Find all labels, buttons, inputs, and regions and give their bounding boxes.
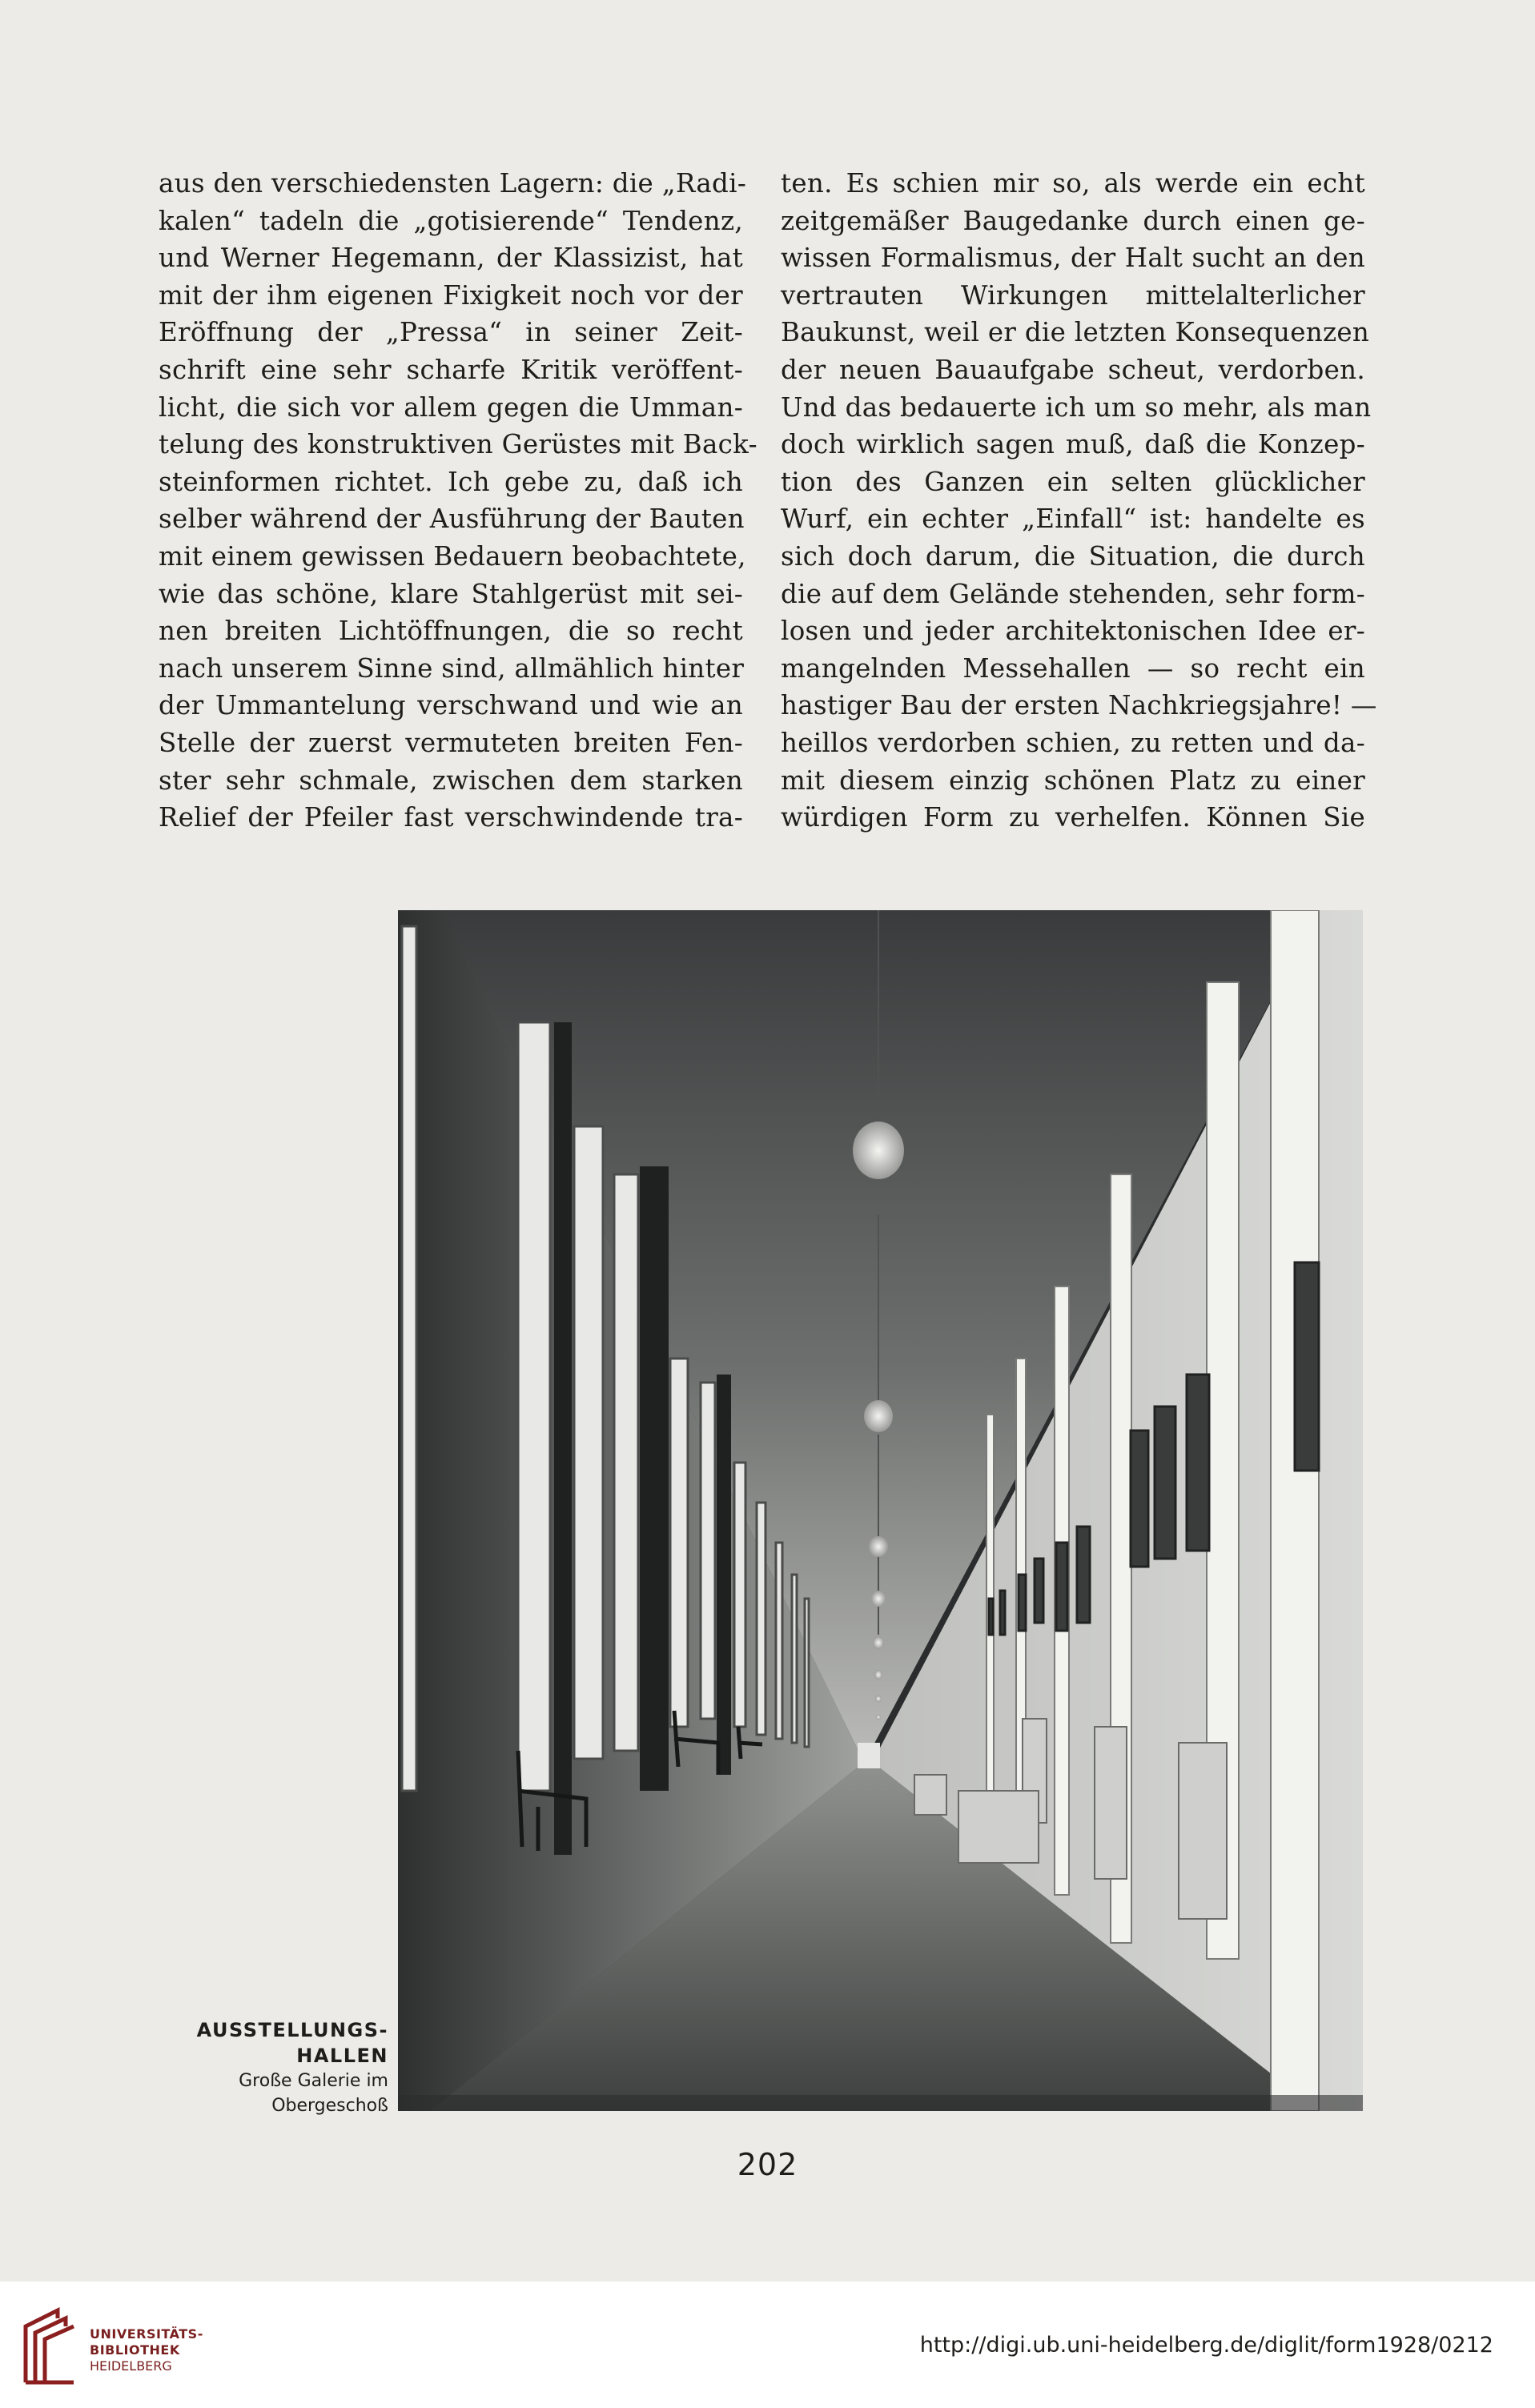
text-line: Stelle der zuerst vermuteten breiten Fen- (159, 727, 743, 758)
text-line: mit diesem einzig schönen Platz zu einer (781, 765, 1365, 796)
text-line: Relief der Pfeiler fast verschwindende tra- (159, 802, 743, 833)
text-line: mangelnden Messehallen — so recht ein (781, 652, 1365, 684)
text-line: wie das schöne, klare Stahlgerüst mit sei- (159, 578, 743, 609)
photo-caption (144, 2017, 388, 2118)
gallery-photograph (398, 910, 1363, 2111)
page-number: 202 (737, 2147, 798, 2182)
text-line: der Ummantelung verschwand und wie an (159, 690, 743, 721)
text-line: wissen Formalismus, der Halt sucht an den (781, 243, 1365, 274)
text-line: steinformen richtet. Ich gebe zu, daß ich (159, 466, 743, 497)
text-line: kalen“ tadeln die „gotisierende“ Tendenz, (159, 205, 743, 236)
source-url-link[interactable]: http://digi.ub.uni-heidelberg.de/diglit/form1928/0212 (919, 2333, 1493, 2358)
text-line: losen und jeder architektonischen Idee er- (781, 616, 1365, 647)
text-line: Baukunst, weil er die letzten Konsequenzen (781, 317, 1370, 348)
text-line: mit der ihm eigenen Fixigkeit noch vor der (159, 279, 743, 311)
text-line: nach unserem Sinne sind, allmählich hinter (159, 652, 745, 684)
text-line: ten. Es schien mir so, als werde ein echt (781, 168, 1365, 199)
text-line: nen breiten Lichtöffnungen, die so recht (159, 616, 743, 647)
text-line: die auf dem Gelände stehenden, sehr form- (781, 578, 1365, 609)
caption-title-line1: AUSSTELLUNGS- (196, 2019, 388, 2041)
text-line: vertrauten Wirkungen mittelalterlicher (781, 279, 1365, 311)
text-line: ster sehr schmale, zwischen dem starken (159, 765, 743, 796)
library-name (90, 2326, 203, 2374)
left-text-column (159, 165, 757, 837)
text-line: hastiger Bau der ersten Nachkriegsjahre! — (781, 690, 1377, 721)
text-line: licht, die sich vor allem gegen die Umman- (159, 391, 743, 423)
caption-sub-line2: Obergeschoß (271, 2096, 388, 2116)
text-line: aus den verschiedensten Lagern: die „Radi- (159, 168, 747, 199)
text-line: Wurf, ein echter „Einfall“ ist: handelte es (781, 504, 1365, 535)
text-line: telung des konstruktiven Gerüstes mit Back- (159, 429, 757, 460)
text-line: mit einem gewissen Bedauern beobachtete, (159, 540, 746, 572)
library-line3: HEIDELBERG (90, 2358, 172, 2374)
right-text-column (781, 165, 1377, 837)
text-line: zeitgemäßer Baugedanke durch einen ge- (781, 205, 1365, 236)
text-line: der neuen Bauaufgabe scheut, verdorben. (781, 354, 1365, 385)
text-line: Eröffnung der „Pressa“ in seiner Zeit- (159, 317, 743, 348)
text-line: heillos verdorben schien, zu retten und da- (781, 727, 1365, 758)
text-line: sich doch darum, die Situation, die durch (781, 540, 1365, 572)
library-logo-icon (18, 2302, 82, 2390)
library-line1: UNIVERSITÄTS- (90, 2326, 203, 2342)
caption-title-line2: HALLEN (296, 2045, 388, 2067)
text-line: Und das bedauerte ich um so mehr, als man (781, 391, 1372, 423)
caption-sub-line1: Große Galerie im (239, 2071, 388, 2091)
text-line: würdigen Form zu verhelfen. Können Sie (781, 802, 1365, 833)
text-line: tion des Ganzen ein selten glücklicher (781, 466, 1365, 497)
library-line2: BIBLIOTHEK (90, 2342, 180, 2358)
text-line: selber während der Ausführung der Bauten (159, 504, 745, 535)
text-line: doch wirklich sagen muß, daß die Konzep- (781, 429, 1365, 460)
text-line: und Werner Hegemann, der Klassizist, hat (159, 243, 743, 274)
text-line: schrift eine sehr scharfe Kritik veröffent- (159, 354, 743, 385)
